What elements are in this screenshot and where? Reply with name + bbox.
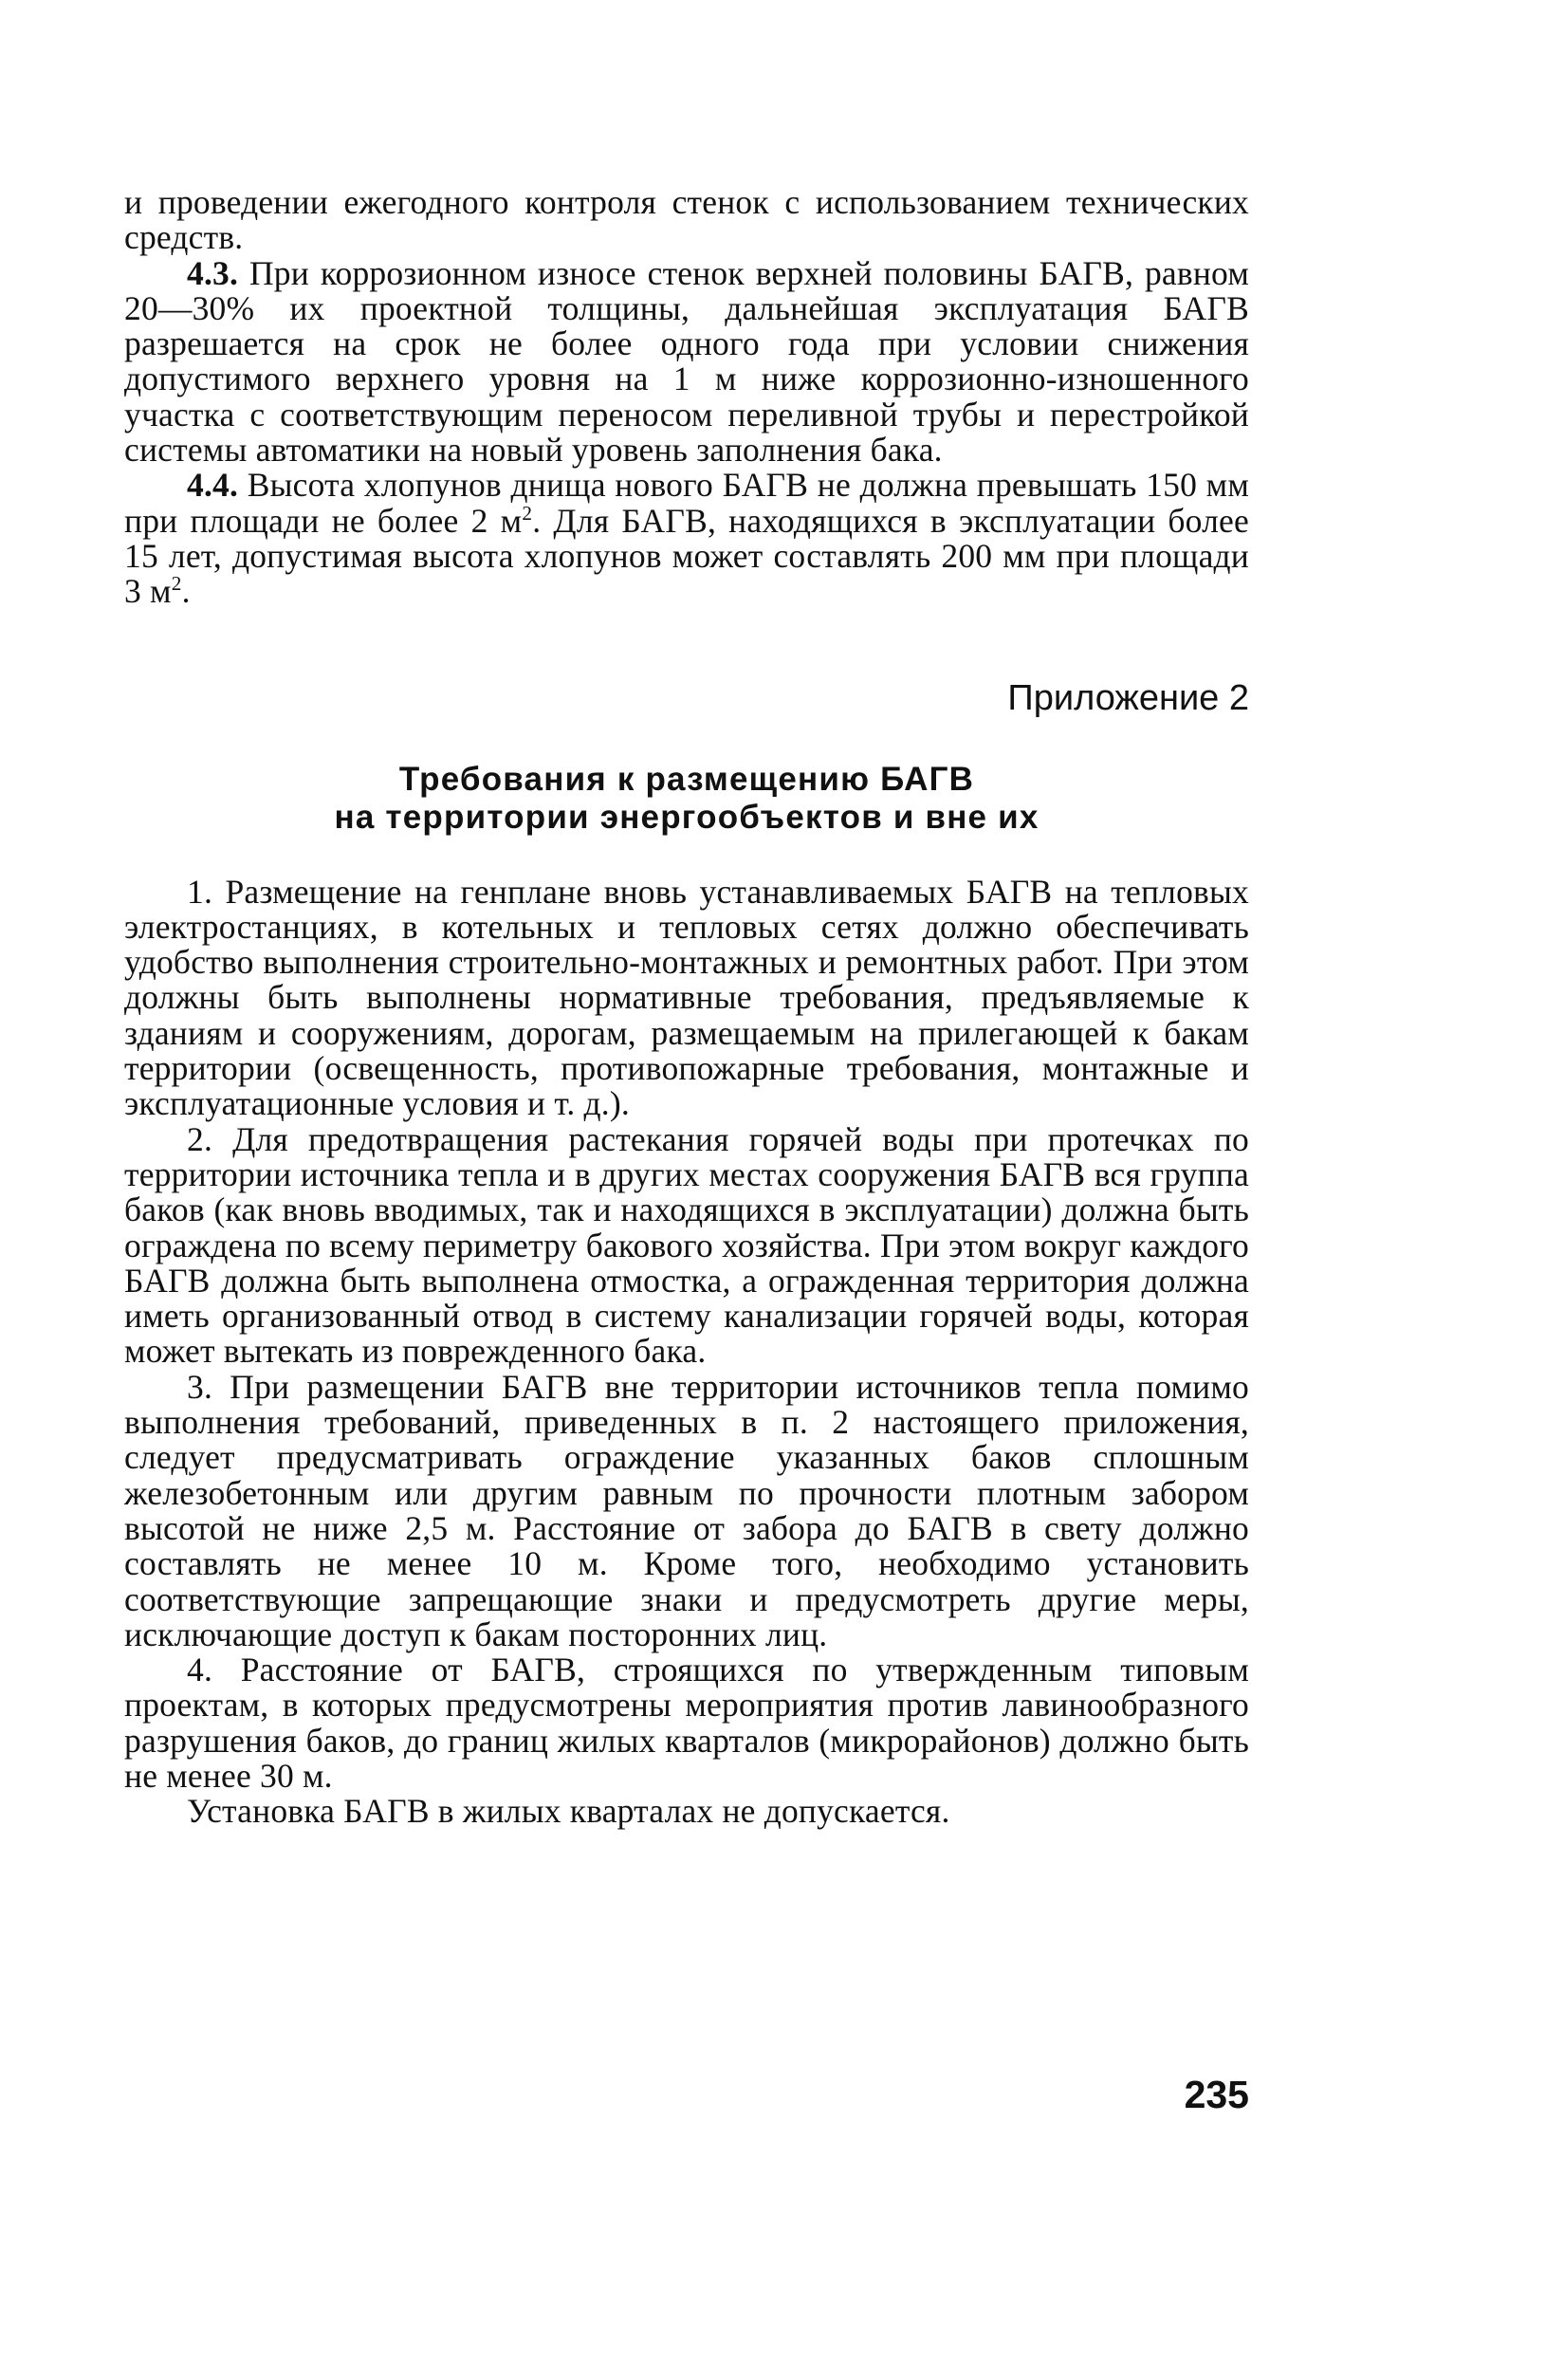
- appendix-label: Приложение 2: [1007, 677, 1249, 718]
- item-2-text: Для предотвращения растекания горячей воды при протечках по территории источника тепла и в других местах сооружения БАГВ вся группа баков (как вновь вводимых, так и находящихся в эксплуатации) должна быть ограждена по всему периметру бакового хозяйства. При этом вокруг каждого БАГВ должна быть выполнена отмостка, а огражденная территория должна иметь организованный отвод в систему канализации горячей воды, которая может вытекать из поврежденного бака.: [124, 1119, 1249, 1371]
- section-4-4-number: 4.4.: [187, 466, 239, 505]
- section-title: [124, 761, 1249, 837]
- section-4-3-paragraph: [124, 253, 1249, 470]
- document-page: [124, 185, 1249, 1830]
- section-4-4-sup1: 2: [522, 501, 533, 525]
- page-number: 235: [1184, 2073, 1249, 2116]
- section-4-4-sup2: 2: [171, 572, 182, 596]
- intro-paragraph: [124, 185, 1249, 256]
- item-3-text: При размещении БАГВ вне территории источников тепла помимо выполнения требований, приведенных в п. 2 настоящего приложения, следует предусматривать ограждение указанных баков сплошным железобетонным или другим равным по прочности плотным забором высотой не ниже 2,5 м. Расстояние от забора до БАГВ в свету должно составлять не менее 10 м. Кроме того, необходимо установить соответствующие запрещающие знаки и предусмотреть другие меры, исключающие доступ к бакам посторонних лиц.: [124, 1367, 1249, 1653]
- final-text: Установка БАГВ в жилых кварталах не допускается.: [187, 1792, 950, 1831]
- item-4-paragraph: [124, 1652, 1249, 1794]
- section-4-3-number: 4.3.: [187, 253, 239, 292]
- section-4-4-text-part1: Высота хлопунов днища нового БАГВ не должна превышать 150 мм при площади не более 2 м: [124, 466, 1249, 540]
- final-paragraph: [124, 1794, 1249, 1829]
- title-line-1: Требования к размещению БАГВ: [398, 760, 975, 798]
- item-3-paragraph: [124, 1367, 1249, 1653]
- section-4-4-paragraph: [124, 468, 1249, 609]
- item-4-number: 4.: [187, 1651, 213, 1689]
- section-4-3-text: При коррозионном износе стенок верхней половины БАГВ, равном 20—30% их проектной толщины, дальнейшая эксплуатация БАГВ разрешается на срок не более одного года при условии снижения допустимого верхнего уровня на 1 м ниже коррозионно-изношенного участка с соответствующим переносом переливной трубы и перестройкой системы автоматики на новый уровень заполнения бака.: [124, 253, 1249, 470]
- section-4-4-text-part2: . Для БАГВ, находящихся в эксплуатации более 15 лет, допустимая высота хлопунов может составлять 200 мм при площади 3 м: [124, 501, 1249, 611]
- intro-text: и проведении ежегодного контроля стенок с использованием технических средств.: [124, 183, 1249, 257]
- section-4-4-text-part3: .: [181, 572, 191, 611]
- item-4-text: Расстояние от БАГВ, строящихся по утвержденным типовым проектам, в которых предусмотрены мероприятия против лавинообразного разрушения баков, до границ жилых кварталов (микрорайонов) должно быть не менее 30 м.: [124, 1651, 1250, 1795]
- item-2-paragraph: [124, 1119, 1249, 1371]
- item-1-number: 1.: [187, 872, 213, 911]
- title-line-2: на территории энергообъектов и вне их: [334, 798, 1040, 836]
- item-1-paragraph: [124, 872, 1249, 1123]
- item-1-text: Размещение на генплане вновь устанавливаемых БАГВ на тепловых электростанциях, в котельных и тепловых сетях должно обеспечивать удобство выполнения строительно-монтажных и ремонтных работ. При этом должны быть выполнены нормативные требования, предъявляемые к зданиям и сооружениям, дорогам, размещаемым на прилегающей к бакам территории (освещенность, противопожарные требования, монтажные и эксплуатационные условия и т. д.).: [124, 872, 1249, 1123]
- item-2-number: 2.: [187, 1119, 213, 1158]
- item-3-number: 3.: [187, 1367, 213, 1406]
